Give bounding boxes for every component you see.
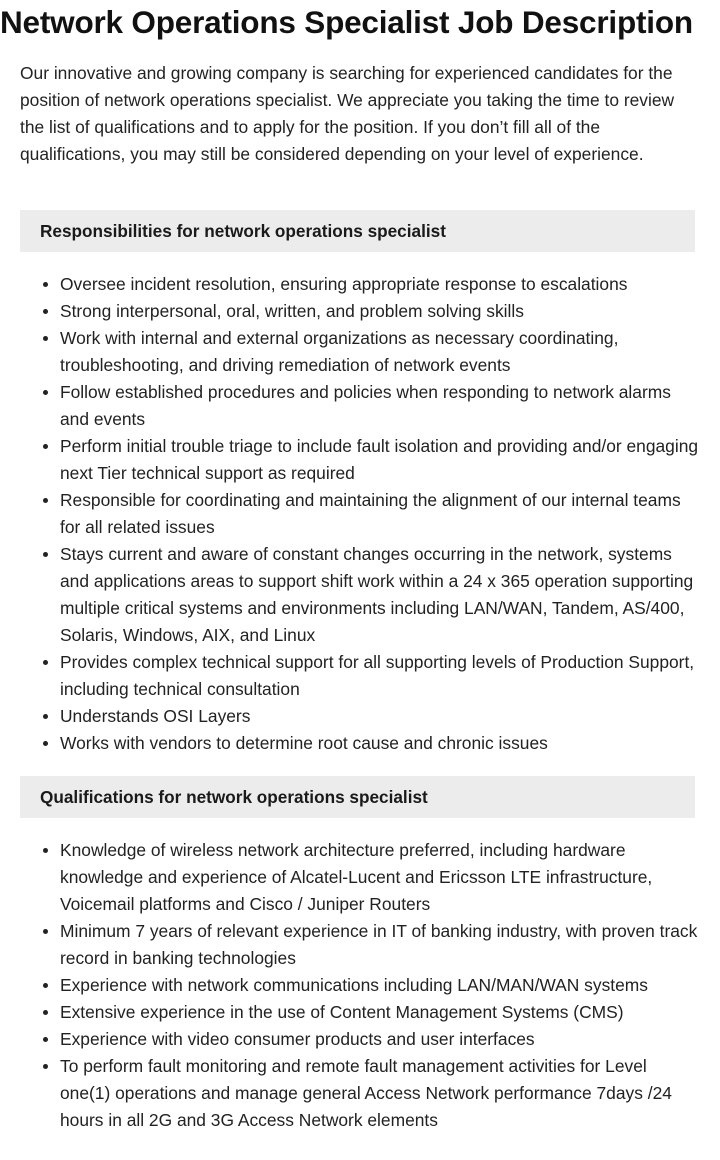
list-item: Oversee incident resolution, ensuring appropriate response to escalations [60, 271, 700, 298]
list-item: Work with internal and external organizations as necessary coordinating, troubleshooting, and driving remediation of network events [60, 325, 700, 379]
list-item: Knowledge of wireless network architecture preferred, including hardware knowledge and experience of Alcatel-Lucent and Ericsson LTE infrastructure, Voicemail platforms and Cisco / Juniper Routers [60, 837, 700, 918]
qualifications-list [20, 837, 700, 1134]
list-item: Minimum 7 years of relevant experience in IT of banking industry, with proven track record in banking technologies [60, 918, 700, 972]
list-item: Strong interpersonal, oral, written, and problem solving skills [60, 298, 700, 325]
list-item: Experience with video consumer products and user interfaces [60, 1026, 700, 1053]
page-title: Network Operations Specialist Job Description [0, 4, 693, 40]
list-item: Perform initial trouble triage to include fault isolation and providing and/or engaging next Tier technical support as required [60, 433, 700, 487]
list-item: Experience with network communications including LAN/MAN/WAN systems [60, 972, 700, 999]
responsibilities-heading: Responsibilities for network operations specialist [20, 210, 695, 252]
responsibilities-list [20, 271, 700, 757]
list-item: Stays current and aware of constant changes occurring in the network, systems and applications areas to support shift work within a 24 x 365 operation supporting multiple critical systems and environments including LAN/WAN, Tandem, AS/400, Solaris, Windows, AIX, and Linux [60, 541, 700, 649]
intro-paragraph: Our innovative and growing company is searching for experienced candidates for the position of network operations specialist. We appreciate you taking the time to review the list of qualifications and to apply for the position. If you don’t fill all of the qualifications, you may still be considered depending on your level of experience. [20, 63, 675, 164]
list-item: Follow established procedures and policies when responding to network alarms and events [60, 379, 700, 433]
qualifications-heading: Qualifications for network operations specialist [20, 776, 695, 818]
list-item: Extensive experience in the use of Content Management Systems (CMS) [60, 999, 700, 1026]
list-item: Works with vendors to determine root cause and chronic issues [60, 730, 700, 757]
list-item: To perform fault monitoring and remote fault management activities for Level one(1) operations and manage general Access Network performance 7days /24 hours in all 2G and 3G Access Network elements [60, 1053, 700, 1134]
list-item: Responsible for coordinating and maintaining the alignment of our internal teams for all related issues [60, 487, 700, 541]
list-item: Understands OSI Layers [60, 703, 700, 730]
list-item: Provides complex technical support for all supporting levels of Production Support, including technical consultation [60, 649, 700, 703]
